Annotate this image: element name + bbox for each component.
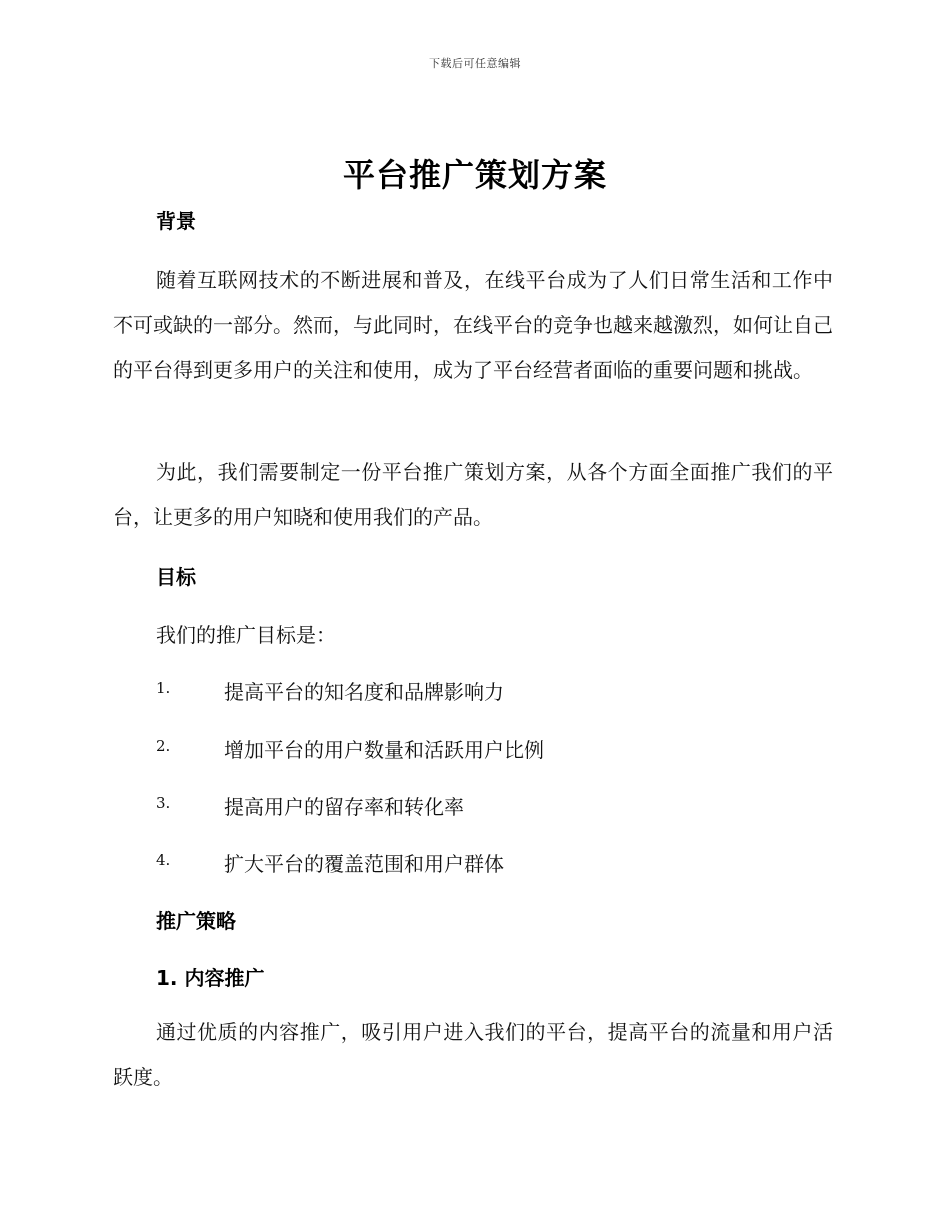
goal-list-item	[156, 848, 796, 878]
list-text: 扩大平台的覆盖范围和用户群体	[224, 852, 504, 876]
background-paragraph-1: 随着互联网技术的不断进展和普及，在线平台成为了人们日常生活和工作中不可或缺的一部分。然而，与此同时，在线平台的竞争也越来越激烈，如何让自己的平台得到更多用户的关注和使用，成为了平台经营者面临的重要问题和挑战。	[113, 268, 833, 382]
list-text: 提高平台的知名度和品牌影响力	[224, 680, 504, 704]
list-number: 2.	[156, 737, 171, 755]
list-text: 增加平台的用户数量和活跃用户比例	[224, 738, 544, 762]
list-number: 3.	[156, 794, 171, 812]
section-heading-strategy: 推广策略	[156, 909, 236, 933]
goal-list-item	[156, 791, 796, 821]
goal-list-item	[156, 734, 796, 764]
goal-list-item	[156, 676, 796, 706]
list-text: 提高用户的留存率和转化率	[224, 795, 464, 819]
document-title: 平台推广策划方案	[342, 156, 607, 194]
section-heading-background: 背景	[156, 209, 196, 233]
list-number: 4.	[156, 851, 171, 869]
background-paragraph-2: 为此，我们需要制定一份平台推广策划方案，从各个方面全面推广我们的平台，让更多的用户知晓和使用我们的产品。	[113, 460, 833, 529]
strategy-paragraph: 通过优质的内容推广，吸引用户进入我们的平台，提高平台的流量和用户活跃度。	[113, 1020, 833, 1089]
list-number: 1.	[156, 679, 171, 697]
header-note: 下载后可任意编辑	[429, 57, 521, 70]
sub-heading-content-promotion: 1. 内容推广	[156, 966, 265, 990]
section-heading-goals: 目标	[156, 565, 196, 589]
goals-intro: 我们的推广目标是：	[156, 623, 336, 647]
